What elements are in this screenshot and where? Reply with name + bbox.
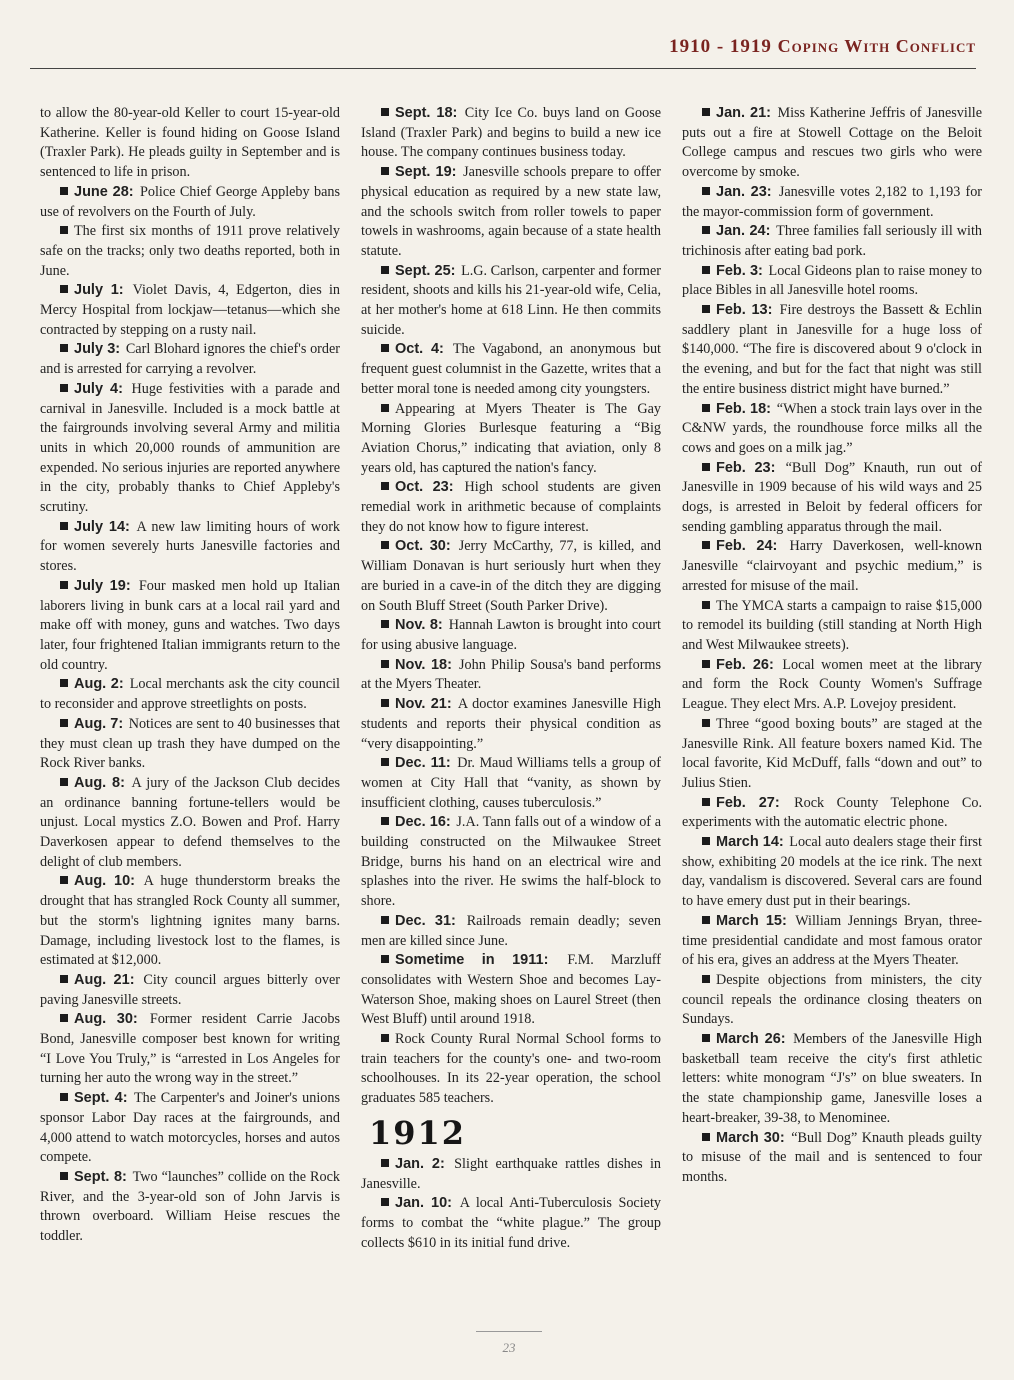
square-bullet-icon [60,975,68,983]
timeline-entry [682,183,982,222]
entry-date: Feb. 26: [716,656,774,673]
square-bullet-icon [702,108,710,116]
square-bullet-icon [381,916,389,924]
timeline-entry [682,833,982,912]
timeline-entry [40,1010,340,1089]
timeline-entry [361,537,661,616]
entry-text: to allow the 80-year-old Keller to court 15-year-old Katherine. Keller is found hiding on Goose Island (Traxler Park). He pleads guilty in September and is sentenced to life in prison. [40,105,340,181]
square-bullet-icon [702,837,710,845]
entry-date: March 15: [716,912,787,929]
square-bullet-icon [702,719,710,727]
entry-text: Notices are sent to 40 businesses that they must clean up trash they have dumped on the Rock River banks. [40,715,340,772]
entry-text: Rock County Rural Normal School forms to train teachers for the county's one- and two-room schoolhouses. In its 22-year operation, the school graduates 585 teachers. [361,1031,661,1107]
entry-text: Appearing at Myers Theater is The Gay Morning Glories Burlesque featuring a “Big Aviation Chorus,” indicating that aviation, only 8 years old, has captured the nation's fancy. [361,400,661,476]
timeline-entry [682,1030,982,1129]
timeline-entry [682,459,982,538]
footer-rule [476,1331,542,1332]
square-bullet-icon [702,660,710,668]
timeline-entry [40,380,340,518]
entry-text: Janesville votes 2,182 to 1,193 for the mayor-commission form of government. [682,183,983,220]
timeline-entry [40,1089,340,1168]
entry-text: “When a stock train lays over in the C&NW yards, the roundhouse force milks all the cows and goes on a milk jag.” [682,400,982,456]
header-section: Coping With Conflict [777,36,976,56]
entry-text: City council argues bitterly over paving Janesville streets. [40,971,341,1008]
timeline-entry [682,1129,982,1188]
entry-text: Four masked men hold up Italian laborers living in bunk cars at a local rail yard and make off with money, guns and watches. Two days later, four frightened Italian immigrants return to the old country. [40,577,341,673]
timeline-entry [361,754,661,813]
entry-text: J.A. Tann falls out of a window of a building constructed on the Milwaukee Street Bridge, burns his hand on an electrical wire and splashes into the river. He swims the half-block to shore. [361,814,661,910]
square-bullet-icon [702,975,710,983]
entry-date: Feb. 3: [716,262,763,279]
square-bullet-icon [381,266,389,274]
timeline-entry [361,262,661,341]
timeline-entry [361,104,661,163]
square-bullet-icon [381,1198,389,1206]
timeline-entry [682,301,982,400]
square-bullet-icon [702,601,710,609]
timeline-entry [361,912,661,951]
square-bullet-icon [60,226,68,234]
square-bullet-icon [702,1133,710,1141]
timeline-entry [40,1168,340,1247]
entry-text: A local Anti-Tuberculosis Society forms to combat the “white plague.” The group collects $610 in its initial fund drive. [361,1195,662,1251]
timeline-entry [682,537,982,596]
entry-date: Dec. 31: [395,912,456,929]
entry-date: Aug. 2: [74,676,124,693]
square-bullet-icon [60,1014,68,1022]
square-bullet-icon [702,916,710,924]
entry-text: Railroads remain deadly; seven men are killed since June. [361,912,662,949]
entry-text: Two “launches” collide on the Rock River, and the 3-year-old son of John Jarvis is thrown overboard. William Heise rescues the toddler. [40,1168,340,1245]
entry-date: Nov. 8: [395,617,443,634]
entry-text: Members of the Janesville High basketball team receive the city's first athletic letters: white monogram “J's” on blue sweaters. In the state championship game, Janesville loses a heart-breaker, 39-38, to Menominee. [682,1031,982,1126]
square-bullet-icon [60,778,68,786]
entry-date: Jan. 24: [716,223,771,240]
entry-text: Former resident Carrie Jacobs Bond, Janesville composer best known for writing “I Love You Truly,” is “arrested in Los Angeles for turning her auto the wrong way in the street.” [40,1011,340,1087]
square-bullet-icon [702,1034,710,1042]
square-bullet-icon [381,344,389,352]
timeline-entry [361,1155,661,1194]
entry-date: Dec. 16: [395,814,451,831]
entry-date: Feb. 18: [716,400,772,417]
square-bullet-icon [381,482,389,490]
square-bullet-icon [702,541,710,549]
entry-date: Oct. 23: [395,479,454,496]
square-bullet-icon [381,758,389,766]
timeline-entry [361,340,661,399]
entry-date: Aug. 30: [74,1011,138,1028]
entry-text: The YMCA starts a campaign to raise $15,000 to remodel its building (still standing at North High and West Milwaukee streets). [682,597,982,653]
entry-text: John Philip Sousa's band performs at the Myers Theater. [361,656,661,693]
entry-text: L.G. Carlson, carpenter and former resident, shoots and kills his 21-year-old wife, Celia, at her mother's home at 618 Linn. He then commits suicide. [361,262,661,338]
entry-text: A jury of the Jackson Club decides an ordinance banning fortune-tellers would be unjust. Local mystics Z.O. Bowen and Prof. Harry Daverkosen appear to defend themselves to the delight of club members. [40,774,340,870]
entry-text: Local auto dealers stage their first show, exhibiting 20 models at the ice rink. The next day, vandalism is discovered. Several cars are found to have emery dust put in their bearings. [682,834,982,910]
entry-date: Jan. 23: [716,183,772,200]
text-columns [40,104,982,1324]
square-bullet-icon [60,719,68,727]
entry-date: Feb. 24: [716,538,778,555]
timeline-entry [361,1030,661,1109]
timeline-entry [682,912,982,971]
entry-text: Slight earthquake rattles dishes in Janesville. [361,1155,662,1192]
square-bullet-icon [381,1159,389,1167]
entry-text: Three families fall seriously ill with trichinosis after eating bad pork. [682,223,983,259]
square-bullet-icon [60,876,68,884]
entry-date: Aug. 7: [74,715,124,732]
entry-text: Harry Daverkosen, well-known Janesville “clairvoyant and psychic medium,” is arrested for misuse of the mail. [682,538,982,594]
entry-date: July 4: [74,380,123,397]
entry-date: Nov. 18: [395,656,452,673]
entry-text: Carl Blohard ignores the chief's order and is arrested for carrying a revolver. [40,341,340,378]
timeline-entry [361,813,661,912]
timeline-entry [40,577,340,676]
entry-date: Oct. 4: [395,341,444,358]
timeline-entry [682,104,982,183]
entry-text: Miss Katherine Jeffris of Janesville puts out a fire at Stowell Cottage on the Beloit College campus and rescues two girls who were overcome by smoke. [682,105,983,181]
entry-date: March 14: [716,834,784,851]
entry-date: Nov. 21: [395,696,452,713]
timeline-entry [40,971,340,1010]
square-bullet-icon [60,679,68,687]
entry-text: Despite objections from ministers, the city council repeals the ordinance closing theaters on Sundays. [682,971,982,1028]
entry-text: “Bull Dog” Knauth, run out of Janesville in 1909 because of his wild ways and 25 dogs, is arrested in Beloit by federal officers for sending gambling apparatus through the mail. [682,459,983,535]
entry-text: High school students are given remedial work in arithmetic because of complaints they do not know how to figure interest. [361,479,662,535]
entry-text: F.M. Marzluff consolidates with Western Shoe and becomes Lay-Waterson Shoe, making shoes on Laurel Street (then West Bluff) until around 1918. [361,952,661,1028]
entry-text: Huge festivities with a parade and carnival in Janesville. Included is a mock battle at the fairgrounds involving several Army and militia units in which 20,000 rounds of ammunition are expended. No serious injuries are reported anywhere in the city, probably thanks to Chief Appleby's scrutiny. [40,380,341,516]
square-bullet-icon [60,1172,68,1180]
timeline-entry [40,872,340,971]
entry-date: July 1: [74,282,124,299]
year-heading: 1912 [369,1113,467,1152]
entry-date: Sept. 18: [395,105,458,121]
square-bullet-icon [60,1093,68,1101]
entry-text: Local merchants ask the city council to reconsider and approve streetlights on posts. [40,676,340,713]
entry-date: Feb. 13: [716,302,773,319]
entry-text: Three “good boxing bouts” are staged at the Janesville Rink. All feature boxers named Kid. The local favorite, Kid McDuff, falls “down and out” to Julius Stien. [682,715,982,791]
timeline-entry [361,695,661,754]
square-bullet-icon [381,404,389,412]
timeline-entry [40,340,340,379]
entry-text: The Vagabond, an anonymous but frequent guest columnist in the Gazette, writes that a better moral tone is needed among city youngsters. [361,341,662,397]
timeline-entry [361,1194,661,1253]
entry-text: A new law limiting hours of work for women severely hurts Janesville factories and stores. [40,518,341,575]
entry-text: A doctor examines Janesville High students and reports their physical condition as “very disappointing.” [361,696,662,752]
entry-date: July 3: [74,341,121,358]
timeline-entry [40,104,340,183]
entry-date: Dec. 11: [395,755,451,772]
square-bullet-icon [60,344,68,352]
timeline-entry [40,675,340,714]
square-bullet-icon [381,955,389,963]
running-header [30,28,976,69]
entry-date: Sept. 25: [395,262,456,279]
entry-text: A huge thunderstorm breaks the drought that has strangled Rock County all summer, but the storm's lightning ignites many barns. Damage, including livestock lost to the flames, is estimated at $12,000. [40,873,340,969]
timeline-entry [40,281,340,340]
entry-date: Sept. 19: [395,164,457,181]
entry-date: Jan. 21: [716,105,771,121]
entry-date: Aug. 10: [74,873,135,890]
page-number: 23 [502,1340,516,1355]
timeline-entry [682,656,982,715]
header-years: 1910 - 1919 [669,36,772,57]
entry-date: March 26: [716,1031,786,1048]
timeline-entry [682,222,982,261]
square-bullet-icon [60,384,68,392]
square-bullet-icon [381,699,389,707]
entry-date: March 30: [716,1129,785,1146]
entry-date: Jan. 2: [395,1155,445,1172]
square-bullet-icon [60,187,68,195]
square-bullet-icon [381,1034,389,1042]
entry-date: July 19: [74,577,131,594]
timeline-entry [361,656,661,695]
square-bullet-icon [381,620,389,628]
entry-text: City Ice Co. buys land on Goose Island (Traxler Park) and begins to build a new ice house. The company continues business today. [361,105,662,161]
header-title [669,36,976,58]
entry-text: Local women meet at the library and form the Rock County Women's Suffrage League. They elect Mrs. A.P. Lovejoy president. [682,656,982,713]
square-bullet-icon [702,404,710,412]
entry-text: Violet Davis, 4, Edgerton, dies in Mercy Hospital from lockjaw—tetanus—which she contracted by stepping on a rusty nail. [40,282,340,338]
entry-text: “Bull Dog” Knauth pleads guilty to misuse of the mail and is sentenced to four months. [682,1129,982,1185]
entry-date: Oct. 30: [395,538,451,555]
entry-text: Rock County Telephone Co. experiments with the automatic electric phone. [682,794,982,831]
timeline-entry [682,597,982,656]
square-bullet-icon [702,187,710,195]
entry-date: June 28: [74,183,134,200]
timeline-entry [682,715,982,794]
square-bullet-icon [381,167,389,175]
timeline-entry [682,794,982,833]
column-1 [40,104,340,1324]
entry-date: Jan. 10: [395,1195,453,1212]
timeline-entry [40,222,340,281]
square-bullet-icon [702,798,710,806]
column-2 [361,104,661,1324]
timeline-entry [361,951,661,1030]
entry-date: Sometime in 1911: [395,952,549,969]
square-bullet-icon [60,522,68,530]
square-bullet-icon [381,108,389,116]
entry-text: William Jennings Bryan, three-time presidential candidate and most famous orator of his era, gives an address at the Myers Theater. [682,912,982,969]
timeline-entry [361,400,661,479]
timeline-entry [682,971,982,1030]
timeline-entry [40,518,340,577]
timeline-entry [361,616,661,655]
entry-date: Aug. 8: [74,774,125,791]
entry-text: Police Chief George Appleby bans use of revolvers on the Fourth of July. [40,183,340,220]
timeline-entry [40,715,340,774]
square-bullet-icon [381,660,389,668]
square-bullet-icon [702,463,710,471]
square-bullet-icon [702,305,710,313]
entry-date: Sept. 8: [74,1168,127,1185]
square-bullet-icon [60,285,68,293]
square-bullet-icon [381,817,389,825]
entry-text: Jerry McCarthy, 77, is killed, and William Donavan is hurt seriously hurt when they are buried in a cave-in of the ditch they are digging on South Bluff Street (South Parker Drive). [361,538,661,614]
column-3 [682,104,982,1324]
entry-text: The first six months of 1911 prove relatively safe on the tracks; only two deaths reported, both in June. [40,223,340,279]
entry-text: Fire destroys the Bassett & Echlin saddlery plant in Janesville for a huge loss of $140,000. “The fire is discovered about 9 o'clock in the evening, and but for the fact that night was still the entire business district might have burned.” [682,302,983,397]
entry-text: Local Gideons plan to raise money to place Bibles in all Janesville hotel rooms. [682,262,983,299]
timeline-entry [682,400,982,459]
entry-date: Sept. 4: [74,1090,128,1107]
timeline-entry [40,183,340,222]
entry-date: July 14: [74,518,130,535]
entry-text: Janesville schools prepare to offer physical education as required by a new state law, and the schools switch from roller towels to paper towels in washrooms, again because of a state health statute. [361,164,662,259]
timeline-entry [361,478,661,537]
square-bullet-icon [702,266,710,274]
square-bullet-icon [702,226,710,234]
timeline-entry [361,163,661,262]
entry-text: Hannah Lawton is brought into court for using abusive language. [361,617,661,653]
entry-date: Feb. 27: [716,794,780,811]
entry-text: The Carpenter's and Joiner's unions sponsor Labor Day races at the fairgrounds, and 4,000 attend to watch motorcycles, horses and autos compete. [40,1090,341,1166]
square-bullet-icon [60,581,68,589]
entry-date: Aug. 21: [74,971,135,988]
square-bullet-icon [381,541,389,549]
entry-date: Feb. 23: [716,459,776,476]
entry-text: Dr. Maud Williams tells a group of women at City Hall that “vanity, as shown by insufficient clothing, causes tuberculosis.” [361,755,661,811]
timeline-entry [682,262,982,301]
timeline-entry [40,774,340,873]
